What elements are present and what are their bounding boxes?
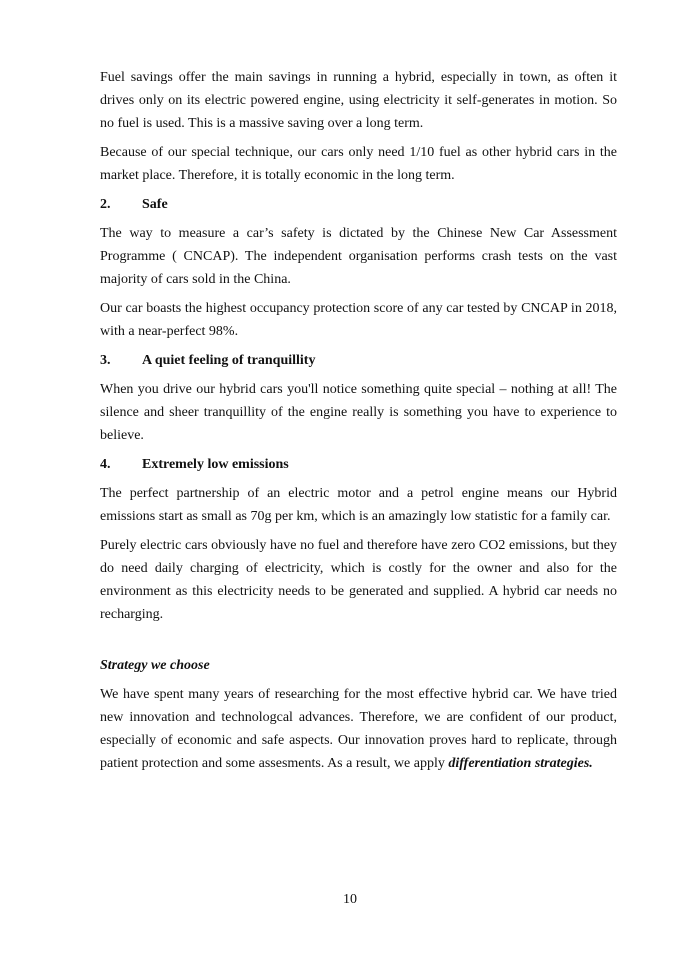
safe-paragraph-1: The way to measure a car’s safety is dictated by the Chinese New Car Assessment Programme ( CNCAP). The independent organisation performs crash tests on the vast majority of cars sold in the China. — [100, 226, 617, 287]
strategy-text: We have spent many years of researching for the most effective hybrid car. We have tried new innovation and technologcal advances. Therefore, we are confident of our product, especially of economic and safe aspects. Our innovation proves hard to replicate, through patient protection and some assesments. As a result, we apply — [100, 687, 617, 771]
emissions-paragraph-2: Purely electric cars obviously have no fuel and therefore have zero CO2 emissions, but they do need daily charging of electricity, which is costly for the owner and also for the environment as this electricity needs to be generated and supplied. A hybrid car needs no recharging. — [100, 538, 617, 622]
page-number: 10 — [343, 892, 357, 907]
section-number: 4. — [100, 457, 111, 472]
section-heading-safe — [100, 193, 617, 216]
strategy-emphasis: differentiation strategies. — [448, 756, 593, 771]
section-title: A quiet feeling of tranquillity — [142, 353, 316, 368]
strategy-paragraph — [100, 683, 617, 775]
emissions-paragraph-1: The perfect partnership of an electric motor and a petrol engine means our Hybrid emissions start as small as 70g per km, which is an amazingly low statistic for a family car. — [100, 486, 617, 524]
section-heading-tranquillity — [100, 349, 617, 372]
strategy-heading: Strategy we choose — [100, 658, 210, 673]
intro-paragraph-2: Because of our special technique, our cars only need 1/10 fuel as other hybrid cars in the market place. Therefore, it is totally economic in the long term. — [100, 145, 617, 183]
section-number: 3. — [100, 353, 111, 368]
document-body — [100, 66, 617, 781]
safe-paragraph-2: Our car boasts the highest occupancy protection score of any car tested by CNCAP in 2018, with a near-perfect 98%. — [100, 301, 617, 339]
section-number: 2. — [100, 197, 111, 212]
section-heading-emissions — [100, 453, 617, 476]
tranquillity-paragraph: When you drive our hybrid cars you'll notice something quite special – nothing at all! The silence and sheer tranquillity of the engine really is something you have to experience to believe. — [100, 382, 617, 443]
section-title: Safe — [142, 197, 168, 212]
section-title: Extremely low emissions — [142, 457, 289, 472]
intro-paragraph-1: Fuel savings offer the main savings in running a hybrid, especially in town, as often it drives only on its electric powered engine, using electricity it self-generates in motion. So no fuel is used. This is a massive saving over a long term. — [100, 70, 617, 131]
